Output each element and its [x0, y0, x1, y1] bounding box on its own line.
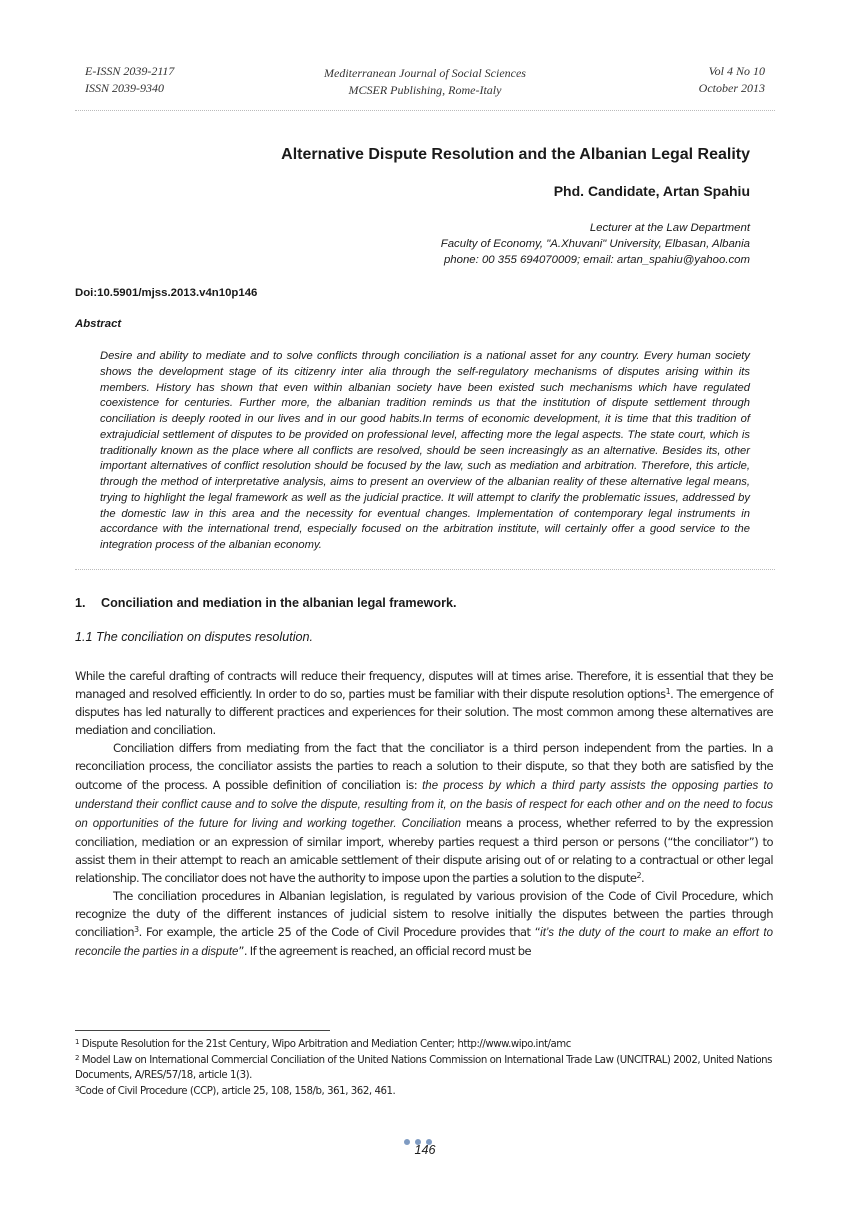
abstract-text: Desire and ability to mediate and to solve conflicts through conciliation is a national asset for any country. Every human society shows the development stage of its citizenry inter alia through the self-regulatory mechanisms of disputes arising within its members. History has shown that even within albanian society have been existed such mechanisms which have regulated coexistence for centuries. Further more, the albanian tradition reminds us that the institution of dispute settlement through conciliation is deeply rooted in our lives and in our good habits.In terms of economic development, it is time that this tradition of extrajudicial settlement of disputes to be provided on professional level, affecting more the legal aspects. The state court, which is traditionally known as the place where all conflicts are resolved, should be seen increasingly as an alternative. Besides its, other important alternatives of conflict resolution should be focused by the law, such as mediation and arbitration. Therefore, this article, through the method of interpretative analysis, aims to present an overview of the albanian reality of these alternative legal means, trying to highlight the legal framework as well as the judicial practice. It will attempt to clarify the problematic issues, addressed by the domestic law in this area and the necessity for eventual changes. Implementation of contemporary legal instruments in accordance with the international trend, especially focused on the arbitration institute, will certainly offer a good service to the integration process of the albanian economy.: [100, 350, 750, 551]
paragraph: While the careful drafting of contracts will reduce their frequency, disputes will at times arise. Therefore, it is essential that they be managed and resolved efficiently. In order to do so, parties must be familiar with their dispute resolution options$^1$. The emergence of disputes has led naturally to different practices and experiences for their solution. The most common among these alternatives are mediation and conciliation.: [75, 669, 773, 738]
footnote-ref: 1: [665, 687, 671, 697]
issn: ISSN 2039-9340: [85, 81, 164, 95]
eissn: E-ISSN 2039-2117: [85, 64, 175, 78]
footnote-number: 3: [75, 1084, 80, 1093]
affiliation-line: Faculty of Economy, "A.Xhuvani" University, Elbasan, Albania: [440, 238, 750, 250]
footnote-number: 2: [75, 1053, 80, 1062]
footnote-number: 1: [75, 1038, 80, 1046]
paragraph: Conciliation differs from mediating from the fact that the conciliator is a third person independent from the parties. In a reconciliation process, the conciliator assists the parties to reach a solution to their dispute, so that they both are satisfied by the outcome of the process. A possible definition of conciliation is: the process by which a third party assists the opposing parties to understand their conflict cause and to solve the dispute, resulting from it, on the basis of respect for each other and on the need to focus on opportunities of the future for living and working together. Conciliation means a process, whether referred to by the expression conciliation, mediation or an expression of similar import, whereby parties request a third person or persons (“the conciliator”) to assist them in their attempt to reach an amicable settlement of their dispute arising out of or relating to a contractual or other legal relationship. The conciliator does not have the authority to impose upon the parties a solution to the dispute$^2$.: [75, 741, 773, 886]
footnote-divider: [75, 1030, 330, 1031]
author-affiliation: [75, 220, 750, 268]
header-issn-block: [85, 63, 174, 97]
footnotes: [75, 1037, 775, 1099]
footnote-ref: 3: [134, 925, 139, 935]
footnote: $^3$Code of Civil Procedure (CCP), article 25, 108, 158/b, 361, 362, 461.: [75, 1084, 396, 1097]
publisher: MCSER Publishing, Rome-Italy: [348, 83, 502, 97]
code-quote: it’s the duty of the court to make an effort to reconcile the parties in a dispute: [75, 927, 773, 959]
abstract-heading: Abstract: [75, 318, 122, 330]
paper-title: Alternative Dispute Resolution and the Albanian Legal Reality: [281, 146, 750, 163]
header-volume-block: [615, 63, 765, 97]
header-divider: [75, 110, 775, 111]
page-number: 146: [414, 1143, 436, 1157]
journal-name: Mediterranean Journal of Social Sciences: [324, 66, 526, 80]
affiliation-contact: phone: 00 355 694070009; email: artan_spahiu@yahoo.com: [443, 254, 750, 266]
volume: Vol 4 No 10: [708, 64, 765, 78]
doi: Doi:10.5901/mjss.2013.v4n10p146: [75, 287, 258, 299]
paragraph: The conciliation procedures in Albanian legislation, is regulated by various provision of the Code of Civil Procedure, which recognize the duty of the different instances of judicial sistem to resolve initially the disputes between the parties through conciliation$^3$. For example, the article 25 of the Code of Civil Procedure provides that “it’s the duty of the court to make an effort to reconcile the parties in a dispute”. If the agreement is reached, an official record must be: [75, 889, 773, 959]
author-name: Phd. Candidate, Artan Spahiu: [553, 183, 750, 199]
body-text: [75, 667, 773, 962]
section-title: Conciliation and mediation in the albanian legal framework.: [101, 596, 457, 610]
definition-quote: the process by which a third party assists the opposing parties to understand their conflict cause and to solve the dispute, resulting from it, on the basis of respect for each other and on the need to focus on opportunities of the future for living and working together. Conciliation: [75, 779, 773, 830]
section-number: 1.: [75, 596, 86, 610]
footnote: $^2$ Model Law on International Commercial Conciliation of the United Nations Commission on International Trade Law (UNCITRAL) 2002, United Nations Documents, A/RES/57/18, article 1(3).: [75, 1053, 773, 1081]
subsection-heading: 1.1 The conciliation on disputes resolution.: [75, 630, 314, 644]
abstract-divider: [75, 569, 775, 570]
header-journal-block: [300, 65, 550, 99]
section-heading: [75, 596, 457, 610]
footnote: $^1$ Dispute Resolution for the 21st Century, Wipo Arbitration and Mediation Center; http://www.wipo.int/amc: [75, 1038, 571, 1050]
footnote-ref: 2: [636, 871, 641, 881]
issue-date: October 2013: [698, 81, 765, 95]
affiliation-line: Lecturer at the Law Department: [589, 222, 750, 234]
